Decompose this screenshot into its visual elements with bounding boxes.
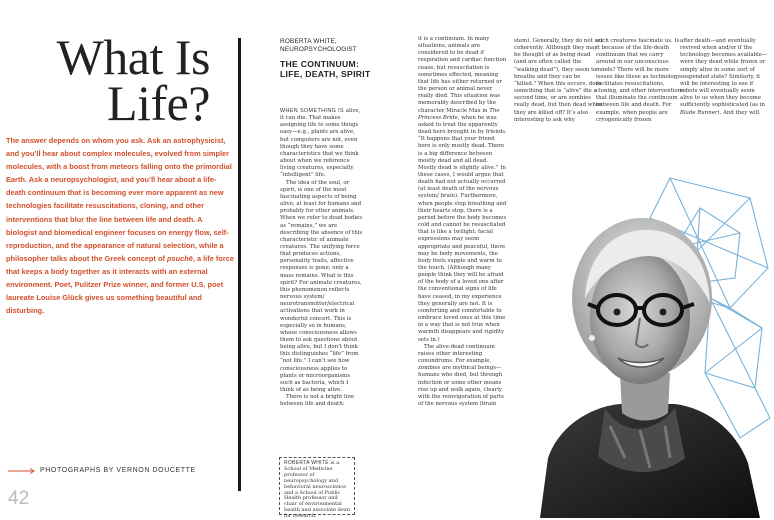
column-rule [238,38,241,491]
article-title: What Is Life? [56,29,210,131]
portrait-illustration [500,158,774,518]
paragraph [680,38,768,117]
paragraph: stem). Generally, they do not act coherently. Although they may be thought of as being dead (and are often called the “walking dead”), they seem to breathe and they can be “killed.” When this occurs, does something that is “alive” die a second time, or are zombies really dead, but then dead when they are killed off? It’s also interesting to ask why [514,38,603,123]
photo-credit [8,467,196,474]
portrait-photo [500,158,774,518]
paragraph: The alive-dead continuum raises other interesting conundrums. For example, zombies are mythical beings—humans who died, but through infection or some other means rise up and walk again, clearly with the reinvigoration of parts of the nervous system (brain [418,343,504,407]
film-title: The Princess Bride [418,107,500,121]
paragraph: There is not a bright line between life and death: [280,394,355,408]
paragraph: such creatures fascinate us. Is it because of the life-death continuum that we carry around in our unconscious minds? There will be more issues like these as technology facilitates resuscitations, cloning, and other interventions that illuminate the continuum between life and death. For example, when people are cryogenically frozen [596,38,684,123]
arrow-right-icon [8,468,36,474]
film-title: Blade Runner [680,109,718,116]
bio-name: ROBERTA WHITE [284,460,329,466]
deck-text-end: , a life force that keeps a body together as it interacts with an external environment. Poet, Pulitzer Prize winner, and former U.S. poet laureate Louise Glück gives us something beautiful and disturbing. [6,253,234,316]
paragraph-text: alive, it can die. That makes assigning life to some things easy—e.g., plants are alive, but computers are not, even though they have some characteristics that we think about when we reference living creatures, especially “intelligent” life. [280,108,361,179]
essay-column-2 [418,36,508,496]
essay-column-4 [596,38,684,146]
author-bio-box [279,457,355,520]
paragraph-text: it is a continuum. In many situations, animals are considered to be dead if respiration and cardiac function cease, but resuscitation is sometimes effected, meaning that life has either returned or the person or animal never really died. This situation was memorably described by the character Miracle Max in [418,36,507,114]
byline-name: ROBERTA WHITE, [280,38,337,45]
essay-byline [280,38,357,53]
essay-column-1 [280,108,364,438]
deck-text: The answer depends on whom you ask. Ask an astrophysicist, and you’ll hear about complex molecules, evolved from simpler molecules, with a boost from meteors falling onto the primordial Earth. Ask a neuropsychologist, and you’ll hear about a life-death continuum that is becoming ever more apparent as new technologies facilitate resuscitations, cloning, and other interventions that blur the line between life and death. A biologist and biomedical engineer focuses on energy flow, self-reproduction, and the appearance of natural selection, while a philosopher talks about the Greek concept of [6,136,232,263]
paragraph-text: after death—and eventually revived when and/or if the technology becomes available—were they dead while frozen or simply alive in some sort of suspended state? Similarly, it will be interesting to see if robots will eventually seem alive to us when they become sufficiently sophisticated (as in [680,38,768,109]
essay-column-5 [680,38,768,146]
paragraph [418,36,508,344]
paragraph-text: ). And they will. [717,109,761,116]
essay-column-3 [514,38,604,134]
deck-italic-term: psuchē [166,253,193,263]
photo-credit-text: PHOTOGRAPHS BY VERNON DOUCETTE [40,467,196,474]
page-number: 42 [8,488,30,509]
paragraph-text: , when he was asked to treat the apparently dead hero brought in by friends. “It happens that your friend here is only mostly dead. There is a big difference between mostly dead and all dead. Mostly dead is slightly alive.” In these cases, I would argue that death had not actually occurred (at least death of the nervous system/ brain). Furthermore, when people stop breathing and their hearts stop, there is a period before the body becomes cold and cannot be resuscitated that is like a twilight: facial expressions may seem appropriate and peaceful, there may be body movements, the body feels supple and warm to the touch. (Although many people think they will be afraid of the body of a loved one after the conventional signs of life have ceased, in my experience they generally are not. It is comforting and comfortable to embrace loved ones at this time in a way that is not true when warmth disappears and rigidity sets in.) [418,114,507,343]
essay-headline: THE CONTINUUM: LIFE, DEATH, SPIRIT [280,59,371,79]
paragraph [280,108,364,180]
article-deck [6,134,234,317]
bio-text: is a School of Medicine professor of neuropsychology and behavioral neuroscience and a School of Public Health professor and chair of environmental health and associate dean for research. [284,460,350,520]
lead-in: WHEN SOMETHING IS [280,108,345,114]
paragraph: The idea of the soul, or spirit, is one of the most fascinating aspects of being alive, at least for humans and probably for other animals. When we refer to dead bodies as “remains,” we are describing the absence of this characteristic of animate creatures. The unifying force that produces actions, personality traits, affective responses is gone; only a mass remains. What is this spirit? For animate creatures, this phenomenon reflects nervous system/ neurotransmitter/electrical activations that work in wonderful concert. This is especially so in humans, whose consciousness allows them to ask questions about being alive, but I don’t think this distinguishes “life” from “not life.” I can’t see how consciousness applies to plants or microorganisms such as bacteria, which I think of as being alive. [280,179,363,394]
byline-role: NEUROPSYCHOLOGIST [280,45,357,53]
